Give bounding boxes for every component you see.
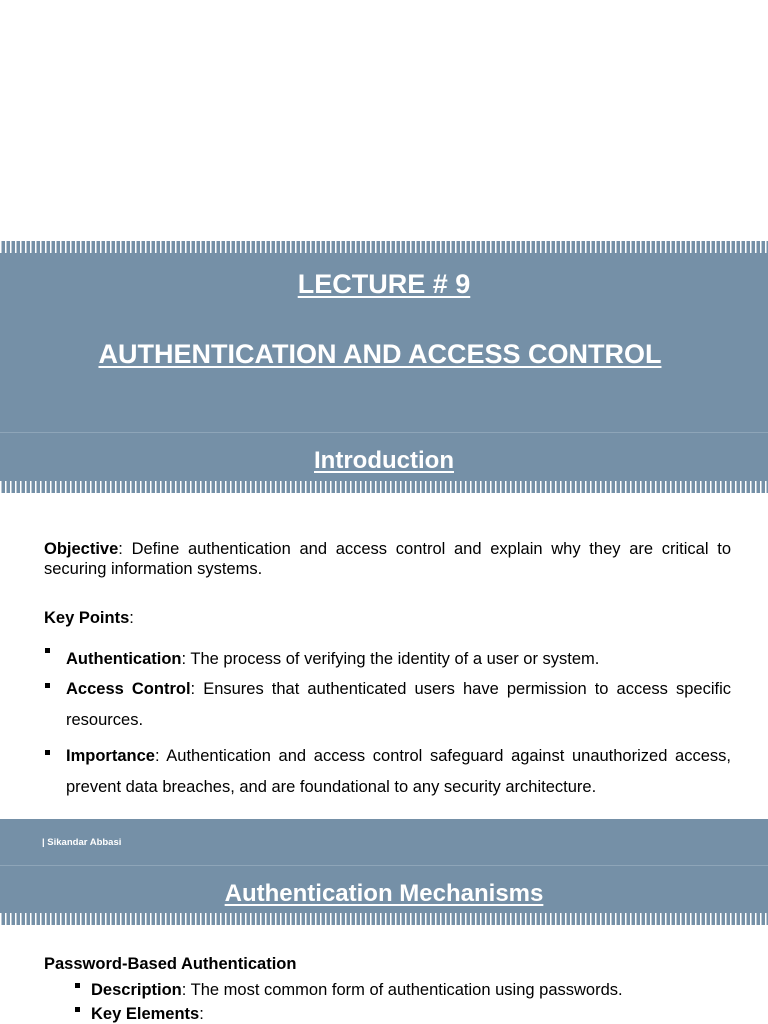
objective-text: : Define authentication and access control and explain why they are critical to securing information systems.: [44, 540, 731, 578]
list-item-key-elements: [91, 1004, 731, 1024]
list-item-importance: [66, 741, 731, 803]
list-item-description: [91, 980, 731, 1000]
list-item-label: Access Control: [66, 680, 191, 698]
key-points-label: Key Points: [44, 609, 130, 627]
title-divider: [0, 432, 768, 433]
list-item-label: Importance: [66, 747, 155, 765]
list-item-authentication: [66, 644, 731, 675]
list-item-text: : The most common form of authentication using passwords.: [181, 981, 623, 999]
objective-label: Objective: [44, 540, 119, 558]
bullet-marker: [75, 1007, 80, 1012]
list-item-text: : Ensures that authenticated users have permission to access specific resources.: [66, 680, 731, 729]
lecture-title: LECTURE # 9: [297, 269, 471, 299]
section-tick-strip: [0, 913, 768, 925]
section-title-mechanisms: Authentication Mechanisms: [224, 880, 544, 907]
bullet-marker: [45, 750, 50, 755]
list-item-text: : The process of verifying the identity of a user or system.: [181, 650, 600, 668]
list-item-label: Authentication: [66, 650, 182, 668]
list-item-label: Key Elements: [91, 1005, 200, 1023]
section-title-introduction: Introduction: [314, 447, 454, 474]
bullet-marker: [75, 983, 80, 988]
list-item-text: : Authentication and access control safeguard against unauthorized access, prevent data breaches, and are foundational to any security architecture.: [66, 747, 731, 796]
main-title: AUTHENTICATION AND ACCESS CONTROL: [98, 339, 662, 369]
subheading-password-auth: Password-Based Authentication: [44, 955, 297, 973]
header-bottom-tick-strip: [0, 481, 768, 493]
list-item-access-control: [66, 674, 731, 736]
bullet-marker: [45, 648, 50, 653]
key-points-heading: [44, 608, 731, 628]
header-tick-strip: [0, 241, 768, 253]
list-item-label: Description: [91, 981, 182, 999]
objective-paragraph: [44, 539, 731, 579]
footer-author: | Sikandar Abbasi: [42, 837, 122, 848]
key-points-colon: :: [129, 609, 134, 627]
bullet-marker: [45, 683, 50, 688]
list-item-text: :: [199, 1005, 204, 1023]
